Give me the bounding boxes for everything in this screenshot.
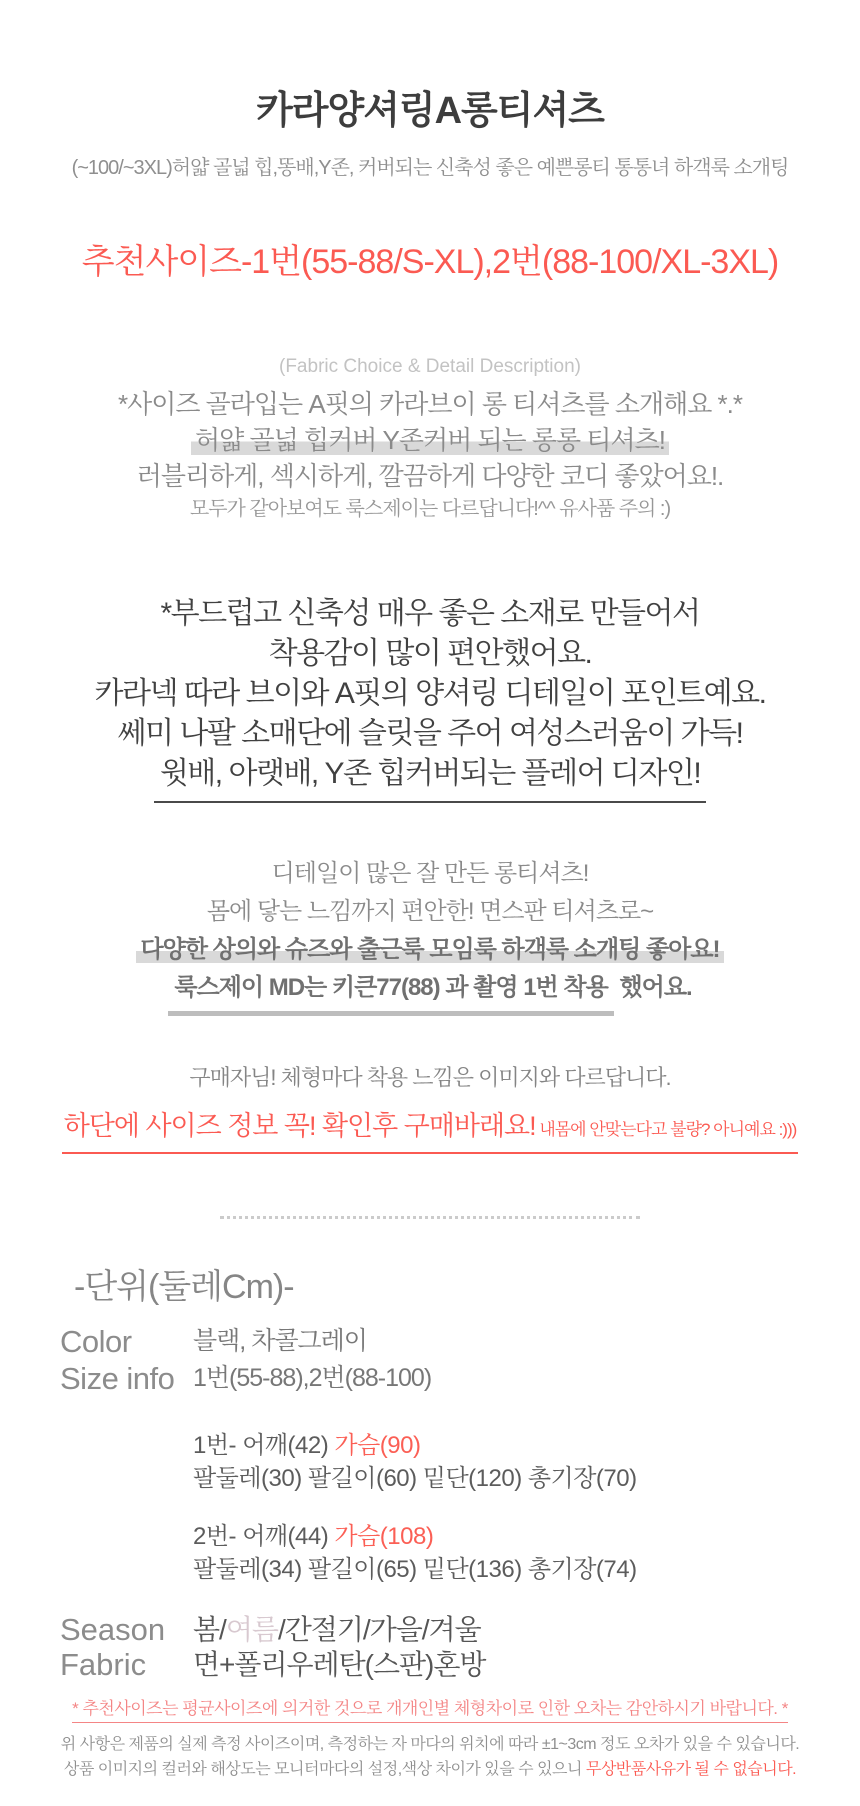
intro-paragraph: [0, 386, 860, 524]
season-spring: 봄/: [193, 1614, 226, 1645]
monitor-color-notice: 상품 이미지의 컬러와 해상도는 모니터마다의 설정,색상 차이가 있을 수 있으니: [63, 1761, 586, 1778]
season-value: [193, 1612, 860, 1647]
intro-line-4: 모두가 같아보여도 룩스제이는 다르답니다!^^ 유사품 주의 :): [189, 498, 671, 520]
size-info-value: 1번(55-88),2번(88-100): [193, 1364, 432, 1392]
color-value: 블랙, 차콜그레이: [193, 1327, 367, 1355]
season-label: Season: [60, 1612, 166, 1647]
page-title: 카라양셔링A롱티셔츠: [256, 90, 604, 132]
styling-line-2: 몸에 닿는 느낌까지 편안한! 면스판 티셔츠로~: [206, 898, 654, 925]
color-label: Color: [60, 1324, 132, 1359]
fabric-section-label: (Fabric Choice & Detail Description): [279, 356, 581, 377]
size-check-warning-small: 내몸에 안맞는다고 불량? 아니예요 :))): [535, 1120, 797, 1139]
size2-head: 2번- 어깨(44): [193, 1523, 335, 1550]
intro-line-1: *사이즈 골라입는 A핏의 카라브이 롱 티셔츠를 소개해요 *.*: [117, 389, 743, 419]
measurement-disclaimer: [0, 1732, 860, 1782]
disclaimer-line-1: 위 사항은 제품의 실제 측정 사이즈이며, 측정하는 자 마다의 위치에 따라 ±1~3cm 정도 오차가 있을 수 있습니다.: [60, 1736, 800, 1753]
feature-line-4: 쎄미 나팔 소매단에 슬릿을 주어 여성스러움이 가득!: [117, 717, 743, 750]
size1-head: 1번- 어깨(42): [193, 1432, 335, 1459]
size2-heading: [193, 1520, 860, 1553]
size-recommendation-heading: 추천사이즈-1번(55-88/S-XL),2번(88-100/XL-3XL): [81, 243, 779, 281]
fabric-label: Fabric: [60, 1647, 147, 1682]
feature-line-1: *부드럽고 신축성 매우 좋은 소재로 만들어서: [160, 597, 700, 630]
footer-notes: [0, 1698, 860, 1782]
styling-line-4: [0, 969, 860, 1016]
underlined-text: 윗배, 아랫배, Y존 힙커버되는 플레어 디자인!: [154, 754, 706, 803]
season-rest: /간절기/가을/겨울: [277, 1614, 481, 1645]
highlighted-text: 다양한 상의와 슈즈와 출근룩 모임룩 하객룩 소개팅 좋아요!: [136, 936, 723, 963]
spec-heading: -단위(둘레Cm)-: [74, 1268, 294, 1306]
average-size-notice: * 추천사이즈는 평균사이즈에 의거한 것으로 개개인별 체형차이로 인한 오차는 감안하시기 바랍니다. *: [72, 1698, 788, 1723]
fabric-value: 면+폴리우레탄(스판)혼방: [193, 1649, 486, 1680]
size-check-warning-main: 하단에 사이즈 정보 꼭! 확인후 구매바래요!: [63, 1111, 536, 1141]
features-paragraph: [0, 594, 860, 803]
size1-chest: 가슴(90): [334, 1432, 421, 1459]
color-size-table: [60, 1323, 860, 1397]
size2-measurements: 팔둘레(34) 팔길이(65) 밑단(136) 총기장(74): [193, 1556, 637, 1583]
dotted-divider: [220, 1216, 640, 1219]
size-info-label: Size info: [60, 1361, 175, 1396]
feature-line-2: 착용감이 많이 편안했어요.: [268, 637, 592, 670]
styling-paragraph: [0, 855, 860, 1016]
size2-detail-block: [60, 1520, 860, 1586]
buyer-notice-line: 구매자님! 체형마다 착용 느낌은 이미지와 다르답니다.: [189, 1065, 671, 1090]
feature-line-3: 카라넥 따라 브이와 A핏의 양셔링 디테일이 포인트예요.: [94, 677, 766, 710]
no-refund-warning: 무상반품사유가 될 수 없습니다.: [585, 1761, 797, 1778]
spec-section: [0, 1265, 860, 1682]
disclaimer-line-2: [0, 1757, 860, 1782]
styling-line-1: 디테일이 많은 잘 만든 롱티셔츠!: [271, 860, 589, 887]
size1-detail-block: [60, 1429, 860, 1495]
highlighted-text: 허얇 골넓 힙커버 Y존커버 되는 롱롱 티셔츠!: [191, 425, 669, 455]
intro-line-3: 러블리하게, 섹시하게, 깔끔하게 다양한 코디 좋았어요!.: [136, 461, 724, 491]
purchase-notice: [0, 1062, 860, 1154]
size-check-warning: [62, 1104, 799, 1154]
styling-line-3: [0, 931, 860, 969]
season-fabric-table: [60, 1612, 860, 1682]
size1-heading: [193, 1429, 860, 1462]
feature-line-5: [0, 754, 860, 803]
size1-measurements: 팔둘레(30) 팔길이(60) 밑단(120) 총기장(70): [193, 1465, 637, 1492]
md-fit-suffix: 했어요.: [613, 974, 692, 1001]
page-subtitle: (~100/~3XL)허얇 골넓 힙,똥배,Y존, 커버되는 신축성 좋은 예쁜롱티 통통녀 하객룩 소개팅: [71, 157, 789, 179]
season-summer: 여름: [225, 1614, 278, 1645]
intro-line-2: [0, 422, 860, 458]
size-check-warning-line: [0, 1104, 860, 1154]
size2-chest: 가슴(108): [334, 1523, 434, 1550]
underlined-md-fit-text: 룩스제이 MD는 키큰77(88) 과 촬영 1번 착용: [168, 969, 613, 1016]
